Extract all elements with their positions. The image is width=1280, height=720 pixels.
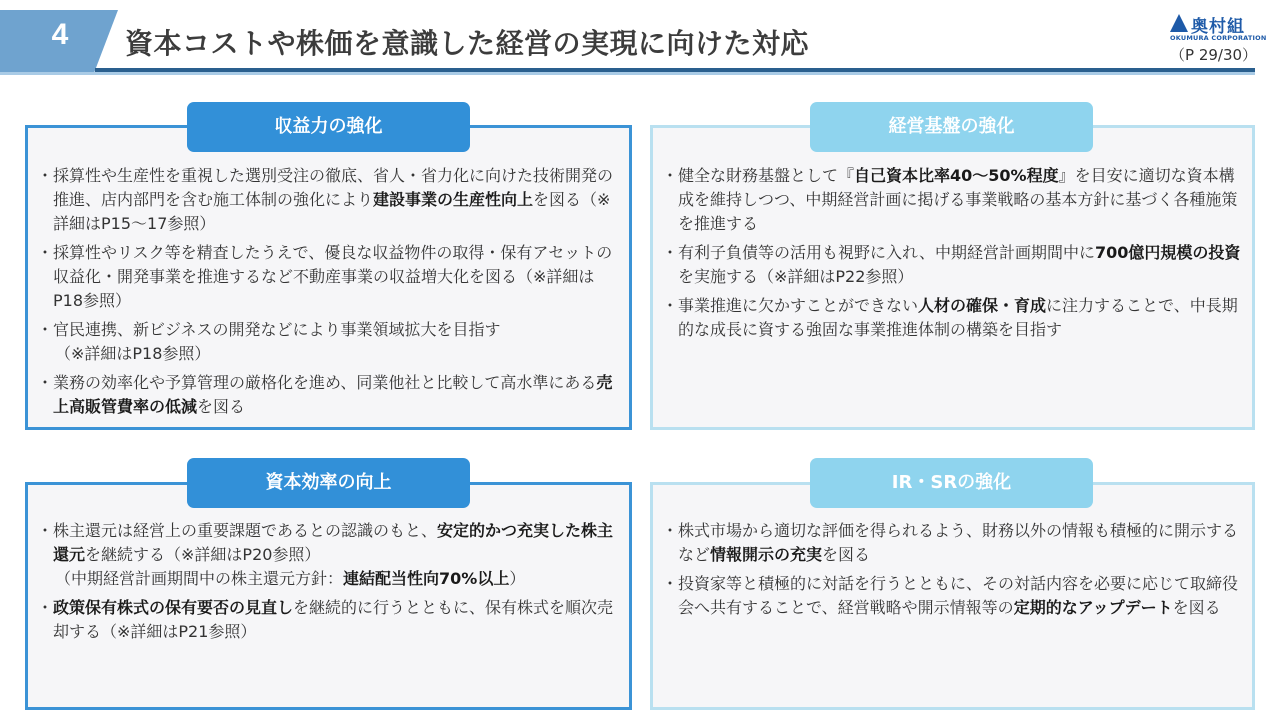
bullet-list-capital-efficiency bbox=[37, 519, 621, 649]
card-title-capital-efficiency: 資本効率の向上 bbox=[187, 458, 470, 508]
bullet-subnote: （中期経営計画期間中の株主還元方針：連結配当性向70%以上） bbox=[55, 569, 526, 588]
list-item: ・ 事業推進に欠かすことができない人材の確保・育成に注力することで、中長期的な成長に資する強固な事業推進体制の構築を目指す bbox=[662, 296, 1238, 339]
company-logo bbox=[1170, 12, 1265, 46]
card-title-profitability: 収益力の強化 bbox=[187, 102, 470, 152]
bullet-subnote: （※詳細はP18参照） bbox=[55, 344, 211, 363]
card-title-ir-sr: IR・SRの強化 bbox=[810, 458, 1093, 508]
list-item: ・ 株主還元は経営上の重要課題であるとの認識のもと、安定的かつ充実した株主還元を継続する（※詳細はP20参照） （中期経営計画期間中の株主還元方針：連結配当性向70%以上） bbox=[37, 519, 621, 591]
list-item: ・ 業務の効率化や予算管理の厳格化を進め、同業他社と比較して高水準にある売上高販管費率の低減を図る bbox=[37, 373, 613, 416]
header bbox=[0, 0, 1280, 80]
bullet-list-profitability bbox=[37, 164, 621, 424]
logo-text: 奥村組 bbox=[1191, 17, 1245, 37]
page-number: （P 29/30） bbox=[1170, 46, 1258, 64]
list-item: ・ 政策保有株式の保有要否の見直しを継続的に行うとともに、保有株式を順次売却する（※詳細はP21参照） bbox=[37, 598, 614, 641]
section-number: 4 bbox=[51, 18, 69, 51]
list-item: ・ 株式市場から適切な評価を得られるよう、財務以外の情報も積極的に開示するなど情報開示の充実を図る bbox=[662, 521, 1239, 564]
bullet-list-management-foundation bbox=[662, 164, 1244, 347]
title-underline bbox=[95, 68, 1255, 72]
list-item: ・ 官民連携、新ビジネスの開発などにより事業領域拡大を目指す （※詳細はP18参照） bbox=[37, 318, 621, 366]
card-title-management-foundation: 経営基盤の強化 bbox=[810, 102, 1093, 152]
page-title: 資本コストや株価を意識した経営の実現に向けた対応 bbox=[125, 27, 810, 60]
list-item: ・ 投資家等と積極的に対話を行うとともに、その対話内容を必要に応じて取締役会へ共有することで、経営戦略や開示情報等の定期的なアップデートを図る bbox=[662, 574, 1239, 617]
logo-subtext: OKUMURA CORPORATION bbox=[1170, 34, 1267, 42]
title-underline-light bbox=[0, 72, 1255, 75]
list-item: ・ 採算性やリスク等を精査したうえで、優良な収益物件の取得・保有アセットの収益化・開発事業を推進するなど不動産事業の収益増大化を図る（※詳細はP18参照） bbox=[37, 243, 613, 310]
bullet-list-ir-sr bbox=[662, 519, 1244, 625]
list-item: ・ 採算性や生産性を重視した選別受注の徹底、省人・省力化に向けた技術開発の推進、店内部門を含む施工体制の強化により建設事業の生産性向上を図る（※詳細はP15～17参照） bbox=[37, 166, 614, 233]
list-item: ・ 健全な財務基盤として『自己資本比率40～50%程度』を目安に適切な資本構成を維持しつつ、中期経営計画に掲げる事業戦略の基本方針に基づく各種施策を推進する bbox=[662, 166, 1238, 233]
logo-mark-icon bbox=[1170, 14, 1188, 32]
list-item: ・ 有利子負債等の活用も視野に入れ、中期経営計画期間中に700億円規模の投資を実施する（※詳細はP22参照） bbox=[662, 243, 1241, 286]
